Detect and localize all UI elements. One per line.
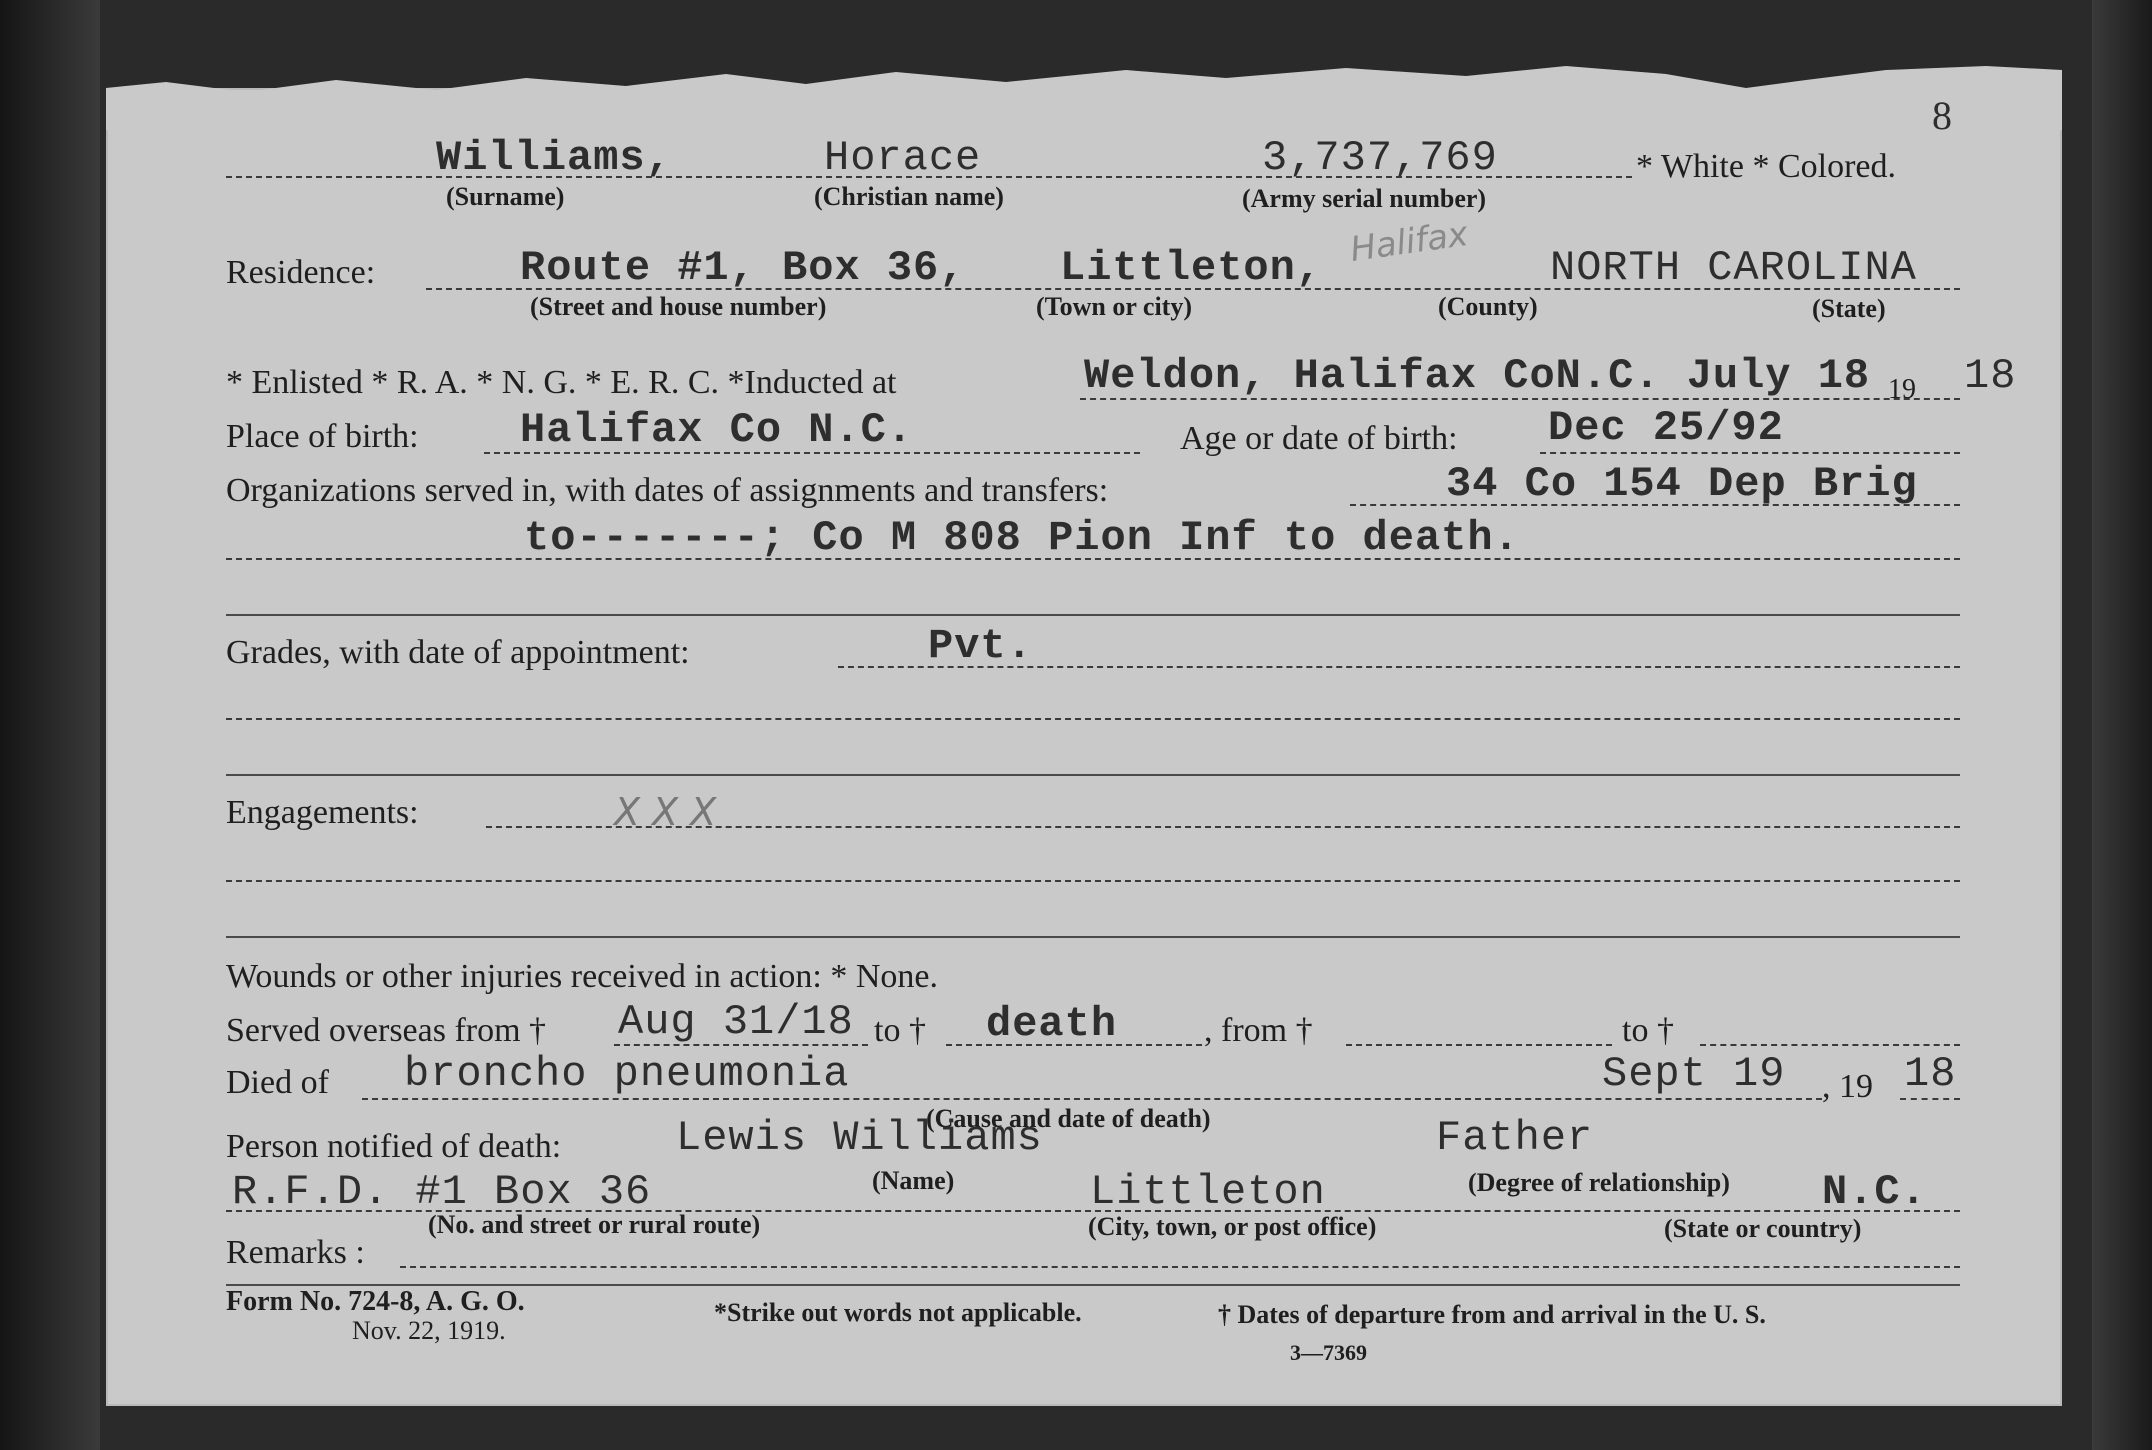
strike-note: *Strike out words not applicable. [714,1298,1082,1327]
remarks-label: Remarks : [226,1234,365,1271]
death-cause-value: broncho pneumonia [404,1050,850,1098]
death-year-value: 18 [1904,1050,1957,1098]
residence-county-handwritten: Halifax [1347,213,1471,271]
organizations-value-2: to-------; Co M 808 Pion Inf to death. [524,514,1520,562]
remarks-line [400,1266,1960,1268]
birth-place-label: Place of birth: [226,418,419,455]
death-year-line [1900,1098,1960,1100]
residence-town-value: Littleton, [1060,244,1323,292]
caption-town: (Town or city) [1036,292,1192,321]
caption-state: (State) [1812,294,1886,323]
died-label: Died of [226,1064,329,1101]
caption-christian-name: (Christian name) [814,182,1004,211]
caption-serial: (Army serial number) [1242,184,1487,213]
engagements-line-3 [226,936,1960,938]
age-label: Age or date of birth: [1180,420,1458,457]
notified-state-value: N.C. [1822,1168,1927,1216]
residence-label: Residence: [226,254,376,291]
notified-label: Person notified of death: [226,1128,562,1165]
notified-relationship-value: Father [1436,1114,1594,1162]
caption-street: (Street and house number) [530,292,827,321]
organizations-label: Organizations served in, with dates of assignments and transfers: [226,472,1109,509]
form-date: Nov. 22, 1919. [352,1316,506,1345]
notified-name-value: Lewis Williams [676,1114,1043,1162]
age-line [1540,452,1960,454]
death-year-prefix: , 19 [1822,1068,1873,1105]
scan-right-edge [2092,0,2152,1450]
notified-address-value: R.F.D. #1 Box 36 [232,1168,652,1216]
residence-state-value: NORTH CAROLINA [1550,244,1917,292]
printer-code: 3—7369 [1290,1340,1367,1365]
scan-left-edge [0,0,100,1450]
race-label: * White * Colored. [1636,148,1896,185]
grades-line-2 [226,718,1960,720]
overseas-from2-line [1346,1044,1612,1046]
torn-top-edge [106,60,2062,130]
caption-cause-date: (Cause and date of death) [926,1104,1211,1133]
engagements-label: Engagements: [226,794,419,831]
overseas-to2-label: to † [1622,1012,1674,1049]
caption-relationship: (Degree of relationship) [1468,1168,1730,1197]
caption-surname: (Surname) [446,182,565,211]
grades-value: Pvt. [928,622,1033,670]
engagements-value: X X X [614,790,717,834]
died-line [362,1098,1822,1100]
form-number: Form No. 724-8, A. G. O. [226,1286,525,1317]
overseas-to2-line [1700,1044,1960,1046]
christian-name-value: Horace [824,134,982,182]
organizations-line-3 [226,614,1960,616]
organizations-value-1: 34 Co 154 Dep Brig [1446,460,1918,508]
overseas-to-value: death [986,1000,1118,1048]
overseas-from-value: Aug 31/18 [618,998,854,1046]
birth-date-value: Dec 25/92 [1548,404,1784,452]
induction-year-prefix: 19 [1888,374,1916,405]
death-date-value: Sept 19 [1602,1050,1786,1098]
induction-year-value: 18 [1964,352,2017,400]
enlistment-label: * Enlisted * R. A. * N. G. * E. R. C. *Inducted at [226,364,897,401]
overseas-to-label: to † [874,1012,926,1049]
overseas-from2-label: , from † [1204,1012,1313,1049]
caption-state-country: (State or country) [1664,1214,1862,1243]
grades-line-3 [226,774,1960,776]
engagements-line-2 [226,880,1960,882]
page-number: 8 [1932,93,1953,138]
caption-city: (City, town, or post office) [1088,1212,1377,1241]
caption-name: (Name) [872,1166,955,1195]
surname-value: Williams, [436,134,672,182]
serial-number-value: 3,737,769 [1262,134,1498,182]
birth-place-value: Halifax Co N.C. [520,406,914,454]
wounds-label: Wounds or other injuries received in action: * None. [226,958,939,995]
caption-address: (No. and street or rural route) [428,1210,761,1239]
overseas-from-label: Served overseas from † [226,1012,547,1049]
grades-label: Grades, with date of appointment: [226,634,690,671]
dates-note: † Dates of departure from and arrival in the U. S. [1218,1300,1766,1329]
notified-city-value: Littleton [1090,1168,1326,1216]
residence-street-value: Route #1, Box 36, [520,244,966,292]
caption-county: (County) [1438,292,1538,321]
induction-place-value: Weldon, Halifax CoN.C. July 18 [1084,352,1871,400]
